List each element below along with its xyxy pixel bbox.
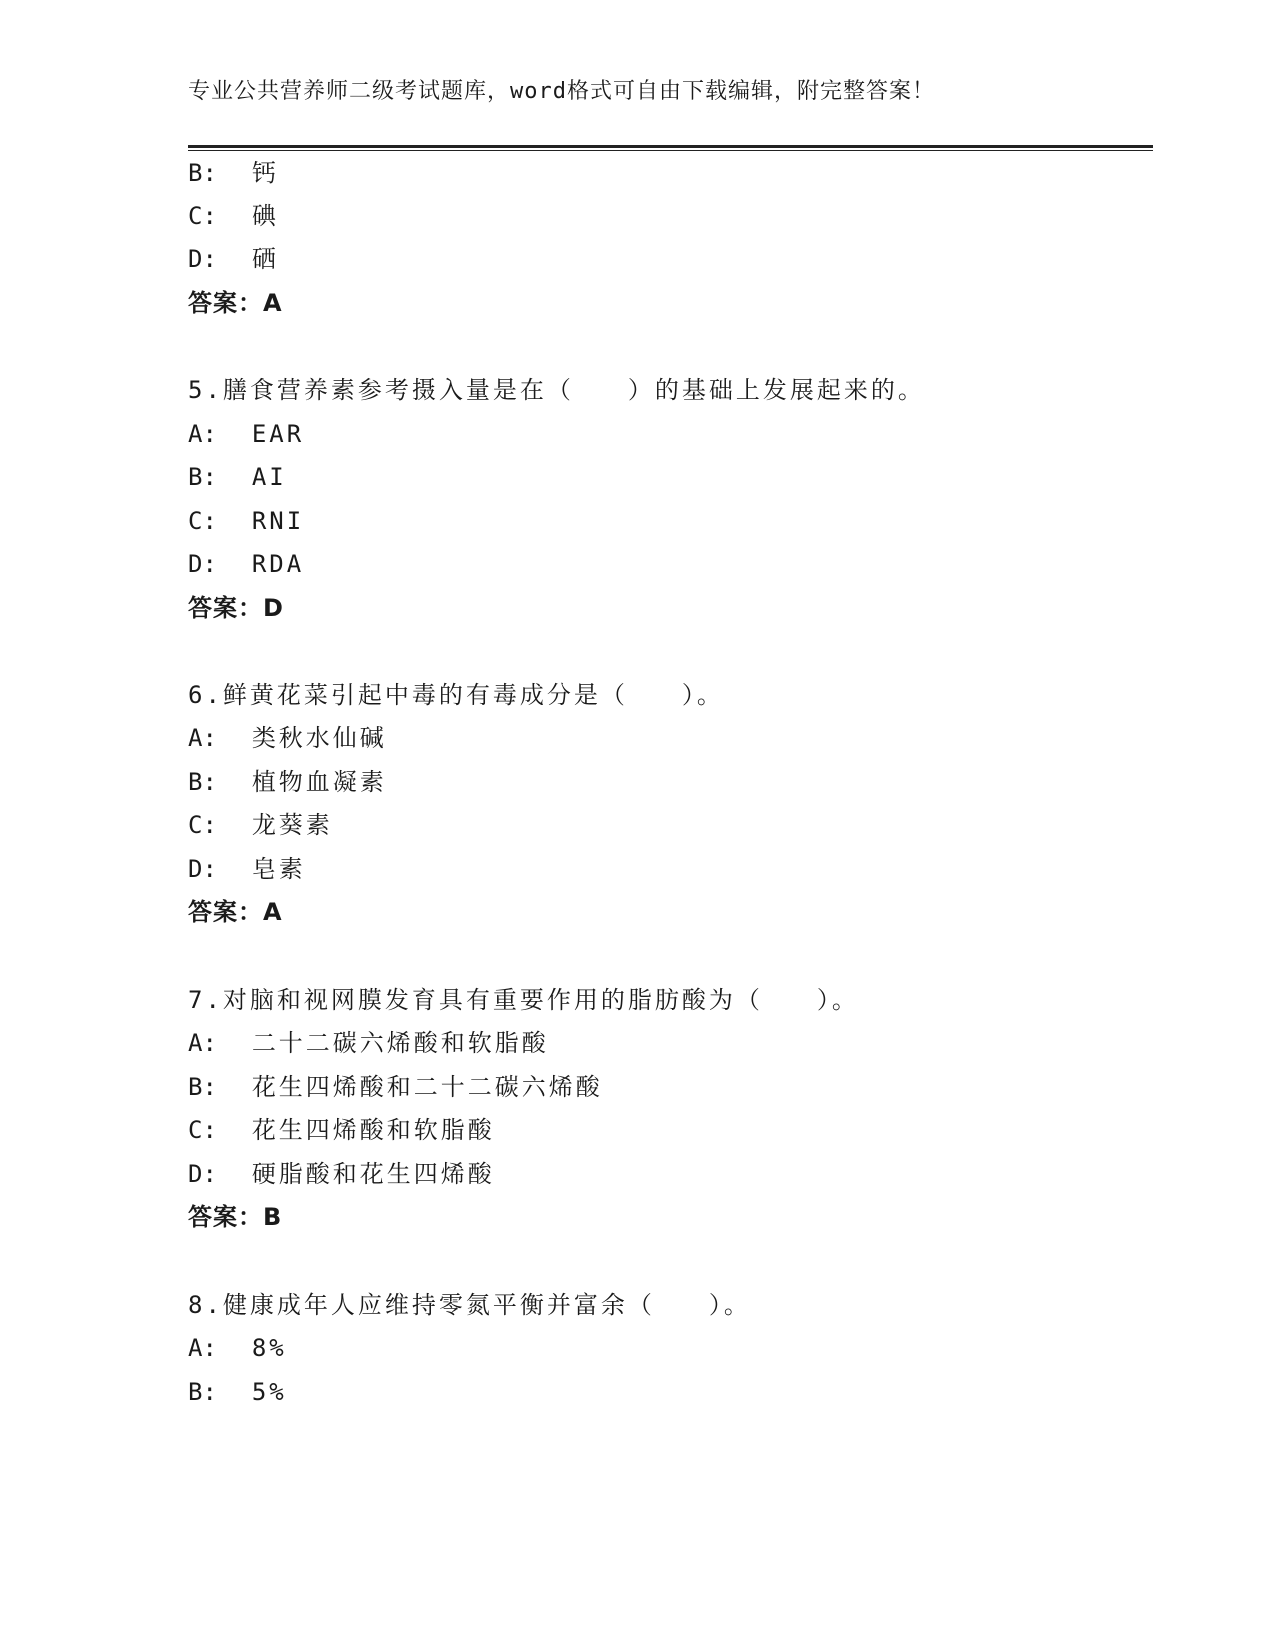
question-5-stem: 5.膳食营养素参考摄入量是在（ ）的基础上发展起来的。: [188, 376, 925, 404]
option-a: A: 二十二碳六烯酸和软脂酸: [188, 1029, 549, 1057]
option-c: C: RNI: [188, 507, 305, 535]
option-a: A: 类秋水仙碱: [188, 724, 387, 752]
answer-q5: 答案：D: [188, 594, 284, 622]
option-a: A: EAR: [188, 420, 305, 448]
answer-q4: 答案：A: [188, 289, 283, 317]
option-c: C: 碘: [188, 202, 279, 230]
option-d: D: RDA: [188, 550, 305, 578]
header-divider-thin: [188, 150, 1153, 151]
option-c: C: 龙葵素: [188, 811, 333, 839]
answer-q7: 答案：B: [188, 1203, 283, 1231]
option-b: B: 植物血凝素: [188, 768, 387, 796]
option-b: B: 5%: [188, 1378, 287, 1406]
option-a: A: 8%: [188, 1334, 287, 1362]
option-d: D: 皂素: [188, 855, 306, 883]
option-c: C: 花生四烯酸和软脂酸: [188, 1116, 495, 1144]
option-d: D: 硬脂酸和花生四烯酸: [188, 1160, 495, 1188]
option-b: B: 钙: [188, 159, 279, 187]
option-b: B: AI: [188, 463, 287, 491]
document-header: 专业公共营养师二级考试题库，word格式可自由下载编辑，附完整答案！: [188, 79, 935, 104]
question-6-stem: 6.鲜黄花菜引起中毒的有毒成分是（ ）。: [188, 681, 724, 709]
question-7-stem: 7.对脑和视网膜发育具有重要作用的脂肪酸为（ ）。: [188, 986, 859, 1014]
header-divider-thick: [188, 145, 1153, 148]
option-d: D: 硒: [188, 245, 279, 273]
question-8-stem: 8.健康成年人应维持零氮平衡并富余（ ）。: [188, 1291, 751, 1319]
answer-q6: 答案：A: [188, 898, 283, 926]
option-b: B: 花生四烯酸和二十二碳六烯酸: [188, 1073, 603, 1101]
